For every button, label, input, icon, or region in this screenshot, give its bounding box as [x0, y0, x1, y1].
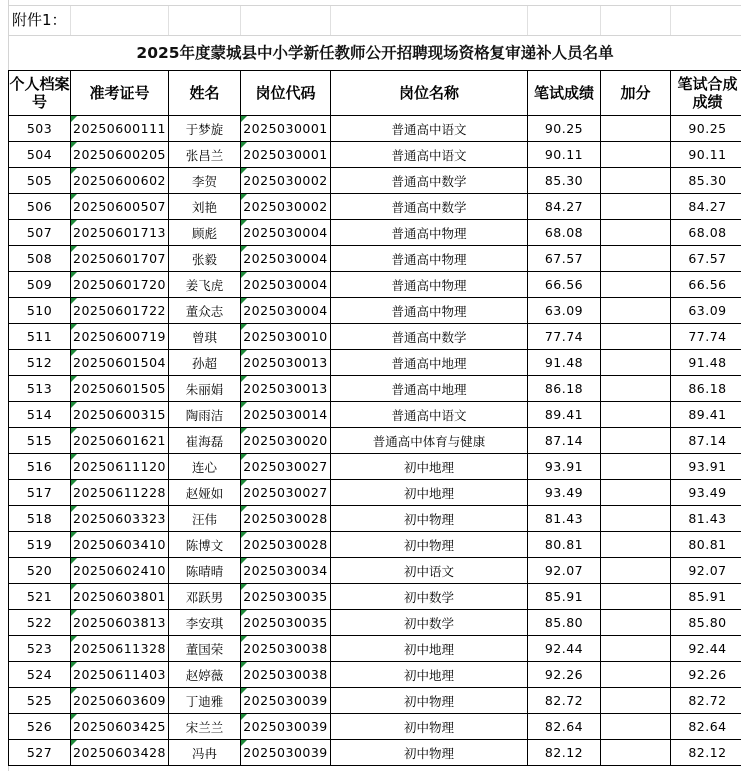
table-row — [9, 220, 741, 246]
cell-post-code[interactable]: 2025030013 — [241, 376, 331, 402]
cell-archive-no[interactable]: 516 — [9, 454, 71, 480]
cell-post-name[interactable]: 初中物理 — [331, 506, 528, 532]
cell-written-score[interactable]: 92.26 — [528, 662, 601, 688]
cell-archive-no[interactable]: 526 — [9, 714, 71, 740]
cell-written-score[interactable]: 90.25 — [528, 116, 601, 142]
cell-bonus[interactable] — [601, 220, 671, 246]
cell-bonus[interactable] — [601, 662, 671, 688]
table-row — [9, 324, 741, 350]
cell-written-score[interactable]: 82.64 — [528, 714, 601, 740]
cell-bonus[interactable] — [601, 480, 671, 506]
cell-total-score[interactable]: 93.49 — [671, 480, 741, 506]
table-row — [9, 714, 741, 740]
cell-bonus[interactable] — [601, 584, 671, 610]
cell-written-score[interactable]: 89.41 — [528, 402, 601, 428]
cell-exam-id[interactable]: 20250601621 — [71, 428, 169, 454]
header-name[interactable]: 姓名 — [169, 71, 241, 116]
cell-bonus[interactable] — [601, 454, 671, 480]
candidate-table — [8, 70, 741, 766]
cell-post-name[interactable]: 普通高中数学 — [331, 194, 528, 220]
gridline — [600, 6, 601, 35]
cell-total-score[interactable]: 91.48 — [671, 350, 741, 376]
cell-archive-no[interactable]: 505 — [9, 168, 71, 194]
cell-bonus[interactable] — [601, 116, 671, 142]
cell-archive-no[interactable]: 510 — [9, 298, 71, 324]
cell-bonus[interactable] — [601, 506, 671, 532]
cell-exam-id[interactable]: 20250603425 — [71, 714, 169, 740]
gridline — [70, 6, 71, 35]
cell-post-name[interactable]: 普通高中数学 — [331, 324, 528, 350]
table-row — [9, 194, 741, 220]
cell-bonus[interactable] — [601, 740, 671, 766]
cell-post-name[interactable]: 普通高中物理 — [331, 246, 528, 272]
cell-bonus[interactable] — [601, 324, 671, 350]
cell-post-code[interactable]: 2025030027 — [241, 454, 331, 480]
cell-exam-id[interactable]: 20250603813 — [71, 610, 169, 636]
cell-post-name[interactable]: 普通高中语文 — [331, 142, 528, 168]
cell-exam-id[interactable]: 20250600602 — [71, 168, 169, 194]
cell-total-score[interactable]: 85.30 — [671, 168, 741, 194]
table-row — [9, 350, 741, 376]
header-row — [9, 71, 741, 116]
cell-archive-no[interactable]: 519 — [9, 532, 71, 558]
cell-exam-id[interactable]: 20250600205 — [71, 142, 169, 168]
cell-post-code[interactable]: 2025030004 — [241, 220, 331, 246]
cell-post-code[interactable]: 2025030020 — [241, 428, 331, 454]
cell-name[interactable]: 李安琪 — [169, 610, 241, 636]
cell-name[interactable]: 邓跃男 — [169, 584, 241, 610]
cell-post-code[interactable]: 2025030035 — [241, 584, 331, 610]
cell-archive-no[interactable]: 518 — [9, 506, 71, 532]
cell-post-code[interactable]: 2025030034 — [241, 558, 331, 584]
header-written-score[interactable]: 笔试成绩 — [528, 71, 601, 116]
cell-archive-no[interactable]: 524 — [9, 662, 71, 688]
cell-post-name[interactable]: 初中地理 — [331, 662, 528, 688]
cell-archive-no[interactable]: 523 — [9, 636, 71, 662]
cell-post-name[interactable]: 普通高中体育与健康 — [331, 428, 528, 454]
cell-bonus[interactable] — [601, 298, 671, 324]
cell-written-score[interactable]: 77.74 — [528, 324, 601, 350]
cell-name[interactable]: 朱丽娟 — [169, 376, 241, 402]
table-row — [9, 532, 741, 558]
header-bonus[interactable]: 加分 — [601, 71, 671, 116]
cell-exam-id[interactable]: 20250601707 — [71, 246, 169, 272]
cell-name[interactable]: 刘艳 — [169, 194, 241, 220]
cell-archive-no[interactable]: 527 — [9, 740, 71, 766]
cell-written-score[interactable]: 63.09 — [528, 298, 601, 324]
cell-post-name[interactable]: 初中物理 — [331, 688, 528, 714]
cell-name[interactable]: 董众志 — [169, 298, 241, 324]
cell-bonus[interactable] — [601, 714, 671, 740]
table-row — [9, 376, 741, 402]
cell-exam-id[interactable]: 20250611403 — [71, 662, 169, 688]
table-row — [9, 454, 741, 480]
cell-bonus[interactable] — [601, 688, 671, 714]
cell-total-score[interactable]: 80.81 — [671, 532, 741, 558]
gridline — [527, 6, 528, 35]
cell-exam-id[interactable]: 20250600111 — [71, 116, 169, 142]
cell-post-code[interactable]: 2025030035 — [241, 610, 331, 636]
gridline — [240, 6, 241, 35]
cell-written-score[interactable]: 85.80 — [528, 610, 601, 636]
header-total-score[interactable]: 笔试合成成绩 — [671, 71, 741, 116]
cell-exam-id[interactable]: 20250600315 — [71, 402, 169, 428]
cell-written-score[interactable]: 84.27 — [528, 194, 601, 220]
cell-post-code[interactable]: 2025030039 — [241, 688, 331, 714]
cell-archive-no[interactable]: 504 — [9, 142, 71, 168]
cell-written-score[interactable]: 82.72 — [528, 688, 601, 714]
cell-name[interactable]: 陶雨洁 — [169, 402, 241, 428]
table-row — [9, 610, 741, 636]
cell-post-code[interactable]: 2025030039 — [241, 714, 331, 740]
cell-post-code[interactable]: 2025030001 — [241, 116, 331, 142]
cell-total-score[interactable]: 92.44 — [671, 636, 741, 662]
table-row — [9, 662, 741, 688]
cell-post-code[interactable]: 2025030038 — [241, 662, 331, 688]
table-row — [9, 142, 741, 168]
cell-archive-no[interactable]: 517 — [9, 480, 71, 506]
cell-post-name[interactable]: 初中地理 — [331, 480, 528, 506]
cell-bonus[interactable] — [601, 376, 671, 402]
cell-archive-no[interactable]: 508 — [9, 246, 71, 272]
cell-name[interactable]: 丁迪雅 — [169, 688, 241, 714]
cell-archive-no[interactable]: 509 — [9, 272, 71, 298]
cell-exam-id[interactable]: 20250602410 — [71, 558, 169, 584]
cell-post-code[interactable]: 2025030014 — [241, 402, 331, 428]
cell-archive-no[interactable]: 511 — [9, 324, 71, 350]
cell-total-score[interactable]: 82.12 — [671, 740, 741, 766]
cell-name[interactable]: 冯冉 — [169, 740, 241, 766]
table-row — [9, 506, 741, 532]
cell-name[interactable]: 连心 — [169, 454, 241, 480]
cell-post-code[interactable]: 2025030001 — [241, 142, 331, 168]
cell-post-code[interactable]: 2025030004 — [241, 298, 331, 324]
cell-written-score[interactable]: 87.14 — [528, 428, 601, 454]
cell-total-score[interactable]: 67.57 — [671, 246, 741, 272]
cell-archive-no[interactable]: 515 — [9, 428, 71, 454]
cell-post-name[interactable]: 初中地理 — [331, 454, 528, 480]
cell-total-score[interactable]: 63.09 — [671, 298, 741, 324]
cell-name[interactable]: 李贺 — [169, 168, 241, 194]
cell-total-score[interactable]: 77.74 — [671, 324, 741, 350]
cell-name[interactable]: 董国荣 — [169, 636, 241, 662]
cell-total-score[interactable]: 85.91 — [671, 584, 741, 610]
cell-name[interactable]: 宋兰兰 — [169, 714, 241, 740]
cell-total-score[interactable]: 92.07 — [671, 558, 741, 584]
cell-post-name[interactable]: 初中语文 — [331, 558, 528, 584]
cell-archive-no[interactable]: 512 — [9, 350, 71, 376]
cell-total-score[interactable]: 66.56 — [671, 272, 741, 298]
sheet-title[interactable]: 2025年度蒙城县中小学新任教师公开招聘现场资格复审递补人员名单 — [136, 44, 614, 62]
table-row — [9, 480, 741, 506]
cell-bonus[interactable] — [601, 194, 671, 220]
cell-post-code[interactable]: 2025030004 — [241, 272, 331, 298]
table-row — [9, 116, 741, 142]
table-row — [9, 636, 741, 662]
cell-post-name[interactable]: 普通高中物理 — [331, 298, 528, 324]
cell-post-name[interactable]: 初中数学 — [331, 610, 528, 636]
table-row — [9, 272, 741, 298]
cell-name[interactable]: 姜飞虎 — [169, 272, 241, 298]
cell-total-score[interactable]: 82.72 — [671, 688, 741, 714]
table-row — [9, 168, 741, 194]
cell-total-score[interactable]: 90.11 — [671, 142, 741, 168]
cell-exam-id[interactable]: 20250611328 — [71, 636, 169, 662]
cell-post-name[interactable]: 普通高中物理 — [331, 272, 528, 298]
cell-post-code[interactable]: 2025030004 — [241, 246, 331, 272]
table-row — [9, 558, 741, 584]
cell-name[interactable]: 曾琪 — [169, 324, 241, 350]
cell-name[interactable]: 赵娅如 — [169, 480, 241, 506]
cell-post-code[interactable]: 2025030028 — [241, 532, 331, 558]
cell-total-score[interactable]: 90.25 — [671, 116, 741, 142]
cell-post-name[interactable]: 初中地理 — [331, 636, 528, 662]
cell-post-name[interactable]: 普通高中地理 — [331, 350, 528, 376]
cell-post-name[interactable]: 普通高中物理 — [331, 220, 528, 246]
cell-written-score[interactable]: 85.91 — [528, 584, 601, 610]
cell-name[interactable]: 崔海磊 — [169, 428, 241, 454]
cell-name[interactable]: 于梦旋 — [169, 116, 241, 142]
cell-post-name[interactable]: 初中物理 — [331, 740, 528, 766]
cell-archive-no[interactable]: 525 — [9, 688, 71, 714]
cell-bonus[interactable] — [601, 428, 671, 454]
cell-exam-id[interactable]: 20250611228 — [71, 480, 169, 506]
cell-name[interactable]: 顾彪 — [169, 220, 241, 246]
cell-post-code[interactable]: 2025030010 — [241, 324, 331, 350]
table-row — [9, 688, 741, 714]
cell-post-name[interactable]: 初中物理 — [331, 714, 528, 740]
cell-written-score[interactable]: 67.57 — [528, 246, 601, 272]
cell-bonus[interactable] — [601, 246, 671, 272]
cell-name[interactable]: 陈博文 — [169, 532, 241, 558]
cell-total-score[interactable]: 68.08 — [671, 220, 741, 246]
cell-exam-id[interactable]: 20250600719 — [71, 324, 169, 350]
cell-archive-no[interactable]: 521 — [9, 584, 71, 610]
cell-bonus[interactable] — [601, 558, 671, 584]
cell-bonus[interactable] — [601, 402, 671, 428]
attachment-cell[interactable] — [9, 6, 741, 36]
cell-post-code[interactable]: 2025030027 — [241, 480, 331, 506]
cell-exam-id[interactable]: 20250601504 — [71, 350, 169, 376]
cell-exam-id[interactable]: 20250603410 — [71, 532, 169, 558]
cell-written-score[interactable]: 92.44 — [528, 636, 601, 662]
cell-written-score[interactable]: 68.08 — [528, 220, 601, 246]
cell-written-score[interactable]: 82.12 — [528, 740, 601, 766]
cell-name[interactable]: 张昌兰 — [169, 142, 241, 168]
cell-exam-id[interactable]: 20250603609 — [71, 688, 169, 714]
gridline — [670, 6, 671, 35]
cell-post-code[interactable]: 2025030039 — [241, 740, 331, 766]
cell-exam-id[interactable]: 20250611120 — [71, 454, 169, 480]
header-post-name[interactable]: 岗位名称 — [331, 71, 528, 116]
cell-exam-id[interactable]: 20250601720 — [71, 272, 169, 298]
cell-written-score[interactable]: 85.30 — [528, 168, 601, 194]
cell-archive-no[interactable]: 503 — [9, 116, 71, 142]
cell-exam-id[interactable]: 20250603428 — [71, 740, 169, 766]
cell-written-score[interactable]: 93.49 — [528, 480, 601, 506]
cell-post-name[interactable]: 普通高中语文 — [331, 116, 528, 142]
cell-exam-id[interactable]: 20250603323 — [71, 506, 169, 532]
cell-total-score[interactable]: 89.41 — [671, 402, 741, 428]
table-row — [9, 428, 741, 454]
cell-name[interactable]: 孙超 — [169, 350, 241, 376]
cell-post-code[interactable]: 2025030038 — [241, 636, 331, 662]
table-row — [9, 740, 741, 766]
attachment-label: 附件1： — [12, 11, 67, 29]
cell-written-score[interactable]: 93.91 — [528, 454, 601, 480]
cell-total-score[interactable]: 84.27 — [671, 194, 741, 220]
cell-post-code[interactable]: 2025030013 — [241, 350, 331, 376]
cell-total-score[interactable]: 86.18 — [671, 376, 741, 402]
cell-exam-id[interactable]: 20250603801 — [71, 584, 169, 610]
gridline — [168, 6, 169, 35]
cell-total-score[interactable]: 92.26 — [671, 662, 741, 688]
cell-total-score[interactable]: 82.64 — [671, 714, 741, 740]
cell-total-score[interactable]: 85.80 — [671, 610, 741, 636]
cell-archive-no[interactable]: 520 — [9, 558, 71, 584]
cell-bonus[interactable] — [601, 272, 671, 298]
gridline — [330, 6, 331, 35]
cell-name[interactable]: 赵婷薇 — [169, 662, 241, 688]
cell-name[interactable]: 陈晴晴 — [169, 558, 241, 584]
cell-bonus[interactable] — [601, 142, 671, 168]
table-row — [9, 584, 741, 610]
table-row — [9, 298, 741, 324]
cell-name[interactable]: 汪伟 — [169, 506, 241, 532]
cell-written-score[interactable]: 92.07 — [528, 558, 601, 584]
cell-written-score[interactable]: 66.56 — [528, 272, 601, 298]
cell-written-score[interactable]: 86.18 — [528, 376, 601, 402]
cell-archive-no[interactable]: 506 — [9, 194, 71, 220]
cell-bonus[interactable] — [601, 532, 671, 558]
cell-archive-no[interactable]: 514 — [9, 402, 71, 428]
cell-total-score[interactable]: 81.43 — [671, 506, 741, 532]
header-exam-id[interactable]: 准考证号 — [71, 71, 169, 116]
header-post-code[interactable]: 岗位代码 — [241, 71, 331, 116]
cell-bonus[interactable] — [601, 350, 671, 376]
cell-archive-no[interactable]: 507 — [9, 220, 71, 246]
cell-exam-id[interactable]: 20250601713 — [71, 220, 169, 246]
header-archive-no[interactable]: 个人档案号 — [9, 71, 71, 116]
cell-post-code[interactable]: 2025030002 — [241, 194, 331, 220]
cell-exam-id[interactable]: 20250600507 — [71, 194, 169, 220]
cell-name[interactable]: 张毅 — [169, 246, 241, 272]
cell-written-score[interactable]: 81.43 — [528, 506, 601, 532]
cell-bonus[interactable] — [601, 168, 671, 194]
cell-post-name[interactable]: 普通高中地理 — [331, 376, 528, 402]
cell-archive-no[interactable]: 522 — [9, 610, 71, 636]
cell-archive-no[interactable]: 513 — [9, 376, 71, 402]
table-row — [9, 246, 741, 272]
table-row — [9, 402, 741, 428]
cell-bonus[interactable] — [601, 610, 671, 636]
cell-post-name[interactable]: 初中数学 — [331, 584, 528, 610]
cell-written-score[interactable]: 90.11 — [528, 142, 601, 168]
cell-written-score[interactable]: 91.48 — [528, 350, 601, 376]
cell-exam-id[interactable]: 20250601722 — [71, 298, 169, 324]
cell-total-score[interactable]: 87.14 — [671, 428, 741, 454]
cell-written-score[interactable]: 80.81 — [528, 532, 601, 558]
cell-post-name[interactable]: 普通高中数学 — [331, 168, 528, 194]
cell-post-code[interactable]: 2025030028 — [241, 506, 331, 532]
cell-total-score[interactable]: 93.91 — [671, 454, 741, 480]
cell-post-code[interactable]: 2025030002 — [241, 168, 331, 194]
cell-post-name[interactable]: 普通高中语文 — [331, 402, 528, 428]
cell-bonus[interactable] — [601, 636, 671, 662]
cell-post-name[interactable]: 初中物理 — [331, 532, 528, 558]
cell-exam-id[interactable]: 20250601505 — [71, 376, 169, 402]
